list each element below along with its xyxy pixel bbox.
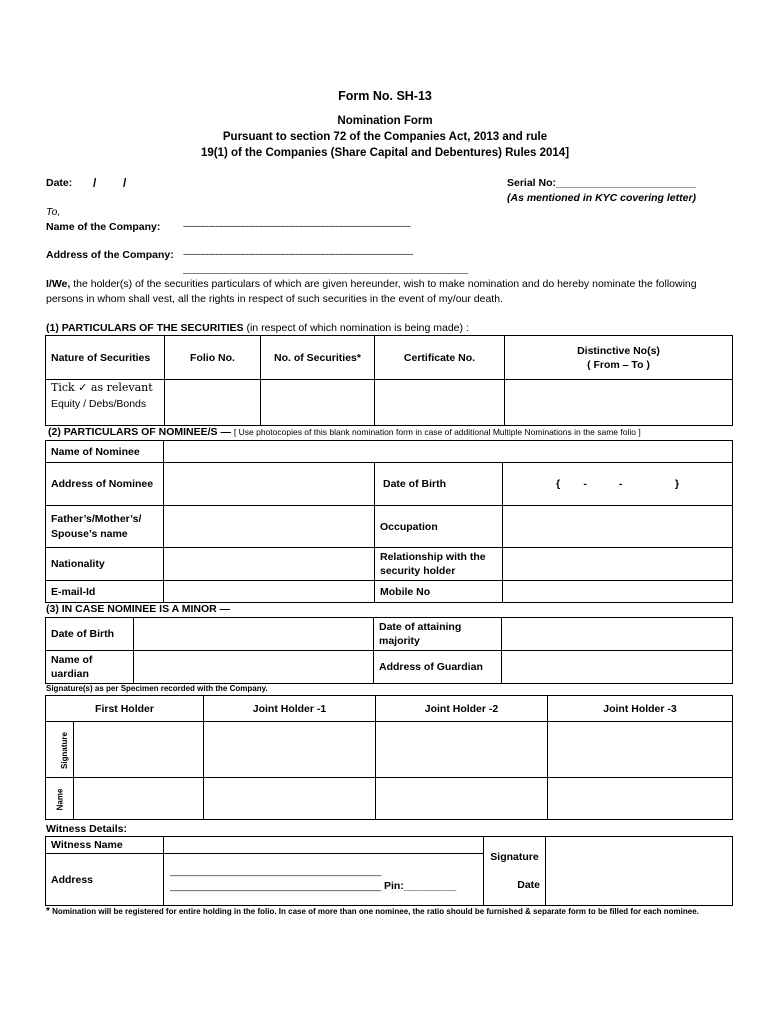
section-2-title: (2) PARTICULARS OF NOMINEE/S — — [48, 426, 231, 438]
footnote-text: Nomination will be registered for entire holding in the folio. In case of more than one nominee, the ratio should be furnished & separate form to be filled for each nominee. — [49, 907, 699, 916]
father-name-input[interactable] — [164, 506, 375, 548]
signature-caption: Signature(s) as per Specimen recorded with the Company. — [46, 684, 268, 693]
witness-address-label: Address — [46, 854, 164, 906]
email-label: E-mail-Id — [46, 581, 164, 603]
witness-signature-input[interactable] — [546, 837, 733, 906]
col-folio: Folio No. — [165, 336, 261, 380]
guardian-address-label: Address of Guardian — [374, 651, 502, 684]
occupation-label: Occupation — [375, 506, 503, 548]
distinctive-input[interactable] — [505, 380, 733, 426]
section-2-note: [ Use photocopies of this blank nomination form in case of additional Multiple Nominations in the same folio ] — [233, 427, 641, 437]
section-2-heading — [48, 426, 641, 438]
joint-holder-3-signature[interactable] — [548, 722, 733, 778]
company-address-field[interactable]: -------------------------------------------------------------------------------------------- — [183, 249, 413, 259]
securities-table — [45, 335, 733, 426]
form-name: Nomination Form — [337, 115, 433, 127]
intro-text: the holder(s) of the securities particulars of which are given hereunder, wish to make nomination and do hereby nominate the following persons in whom shall vest, all the rights in respect of such securities in the event of my/our death. — [46, 278, 697, 305]
minor-table — [45, 617, 733, 684]
mobile-input[interactable] — [503, 581, 733, 603]
relationship-label: Relationship with the security holder — [375, 548, 503, 581]
company-name-label: Name of the Company: — [46, 221, 161, 233]
date-separator-2: / — [123, 176, 127, 190]
nationality-input[interactable] — [164, 548, 375, 581]
father-name-label: Father’s/Mother’s/ Spouse’s name — [46, 506, 164, 548]
col-certificate: Certificate No. — [375, 336, 505, 380]
col-distinctive-2: ( From – To ) — [587, 358, 650, 371]
guardian-name-input[interactable] — [134, 651, 374, 684]
guardian-name-label: Name of uardian — [46, 651, 134, 684]
form-number: Form No. SH-13 — [338, 89, 432, 103]
col-no-securities: No. of Securities* — [261, 336, 375, 380]
first-holder-signature[interactable] — [74, 722, 204, 778]
intro-paragraph — [46, 277, 736, 307]
section-1-note: (in respect of which nomination is being made) : — [243, 322, 469, 334]
guardian-address-input[interactable] — [502, 651, 733, 684]
witness-address-line-1[interactable]: ________________________________________ — [170, 866, 382, 877]
footnote-star: * — [46, 906, 50, 917]
majority-input[interactable] — [502, 618, 733, 651]
joint-holder-3-header: Joint Holder -3 — [548, 696, 733, 722]
header-line-2: 19(1) of the Companies (Share Capital and Debentures) Rules 2014] — [200, 147, 570, 159]
intro-bold: I/We, — [46, 278, 71, 290]
witness-table — [45, 836, 733, 906]
header-line-1: Pursuant to section 72 of the Companies Act, 2013 and rule — [222, 131, 548, 143]
company-address-label: Address of the Company: — [46, 249, 174, 261]
witness-title: Witness Details: — [46, 823, 128, 835]
certificate-input[interactable] — [375, 380, 505, 426]
email-input[interactable] — [164, 581, 375, 603]
joint-holder-2-name[interactable] — [376, 778, 548, 820]
witness-address-line-2[interactable]: ________________________________________ — [170, 881, 382, 892]
nominee-address-input[interactable] — [164, 463, 375, 506]
name-row-label — [46, 778, 74, 820]
occupation-input[interactable] — [503, 506, 733, 548]
col-distinctive — [505, 336, 733, 380]
joint-holder-1-signature[interactable] — [204, 722, 376, 778]
relationship-input[interactable] — [503, 548, 733, 581]
mobile-label: Mobile No — [375, 581, 503, 603]
joint-holder-2-signature[interactable] — [376, 722, 548, 778]
section-3-title: (3) IN CASE NOMINEE IS A MINOR — — [46, 603, 231, 615]
joint-holder-2-header: Joint Holder -2 — [376, 696, 548, 722]
nominee-name-label: Name of Nominee — [46, 441, 164, 463]
no-securities-input[interactable] — [261, 380, 375, 426]
witness-signature-date-labels — [484, 837, 546, 906]
serial-note: (As mentioned in KYC covering letter) — [507, 192, 697, 204]
footnote — [46, 906, 736, 917]
section-1-heading — [46, 322, 469, 334]
minor-dob-input[interactable] — [134, 618, 374, 651]
witness-name-label: Witness Name — [46, 837, 164, 854]
minor-dob-label: Date of Birth — [46, 618, 134, 651]
witness-name-input[interactable] — [164, 837, 484, 854]
majority-label: Date of attaining majority — [374, 618, 502, 651]
name-row-text: Name — [54, 788, 64, 810]
company-name-field[interactable]: ------------------------------------------------------------------------------------------- — [183, 221, 411, 231]
folio-input[interactable] — [165, 380, 261, 426]
nominee-dob-label: Date of Birth — [375, 463, 503, 506]
witness-address-input[interactable] — [164, 854, 484, 906]
signature-row-label — [46, 722, 74, 778]
col-nature: Nature of Securities — [46, 336, 165, 380]
signature-table — [45, 695, 733, 820]
col-distinctive-1: Distinctive No(s) — [577, 344, 660, 357]
first-holder-header: First Holder — [46, 696, 204, 722]
joint-holder-3-name[interactable] — [548, 778, 733, 820]
nominee-dob-input[interactable]: { - - } — [503, 463, 733, 506]
signature-row-text: Signature — [59, 731, 69, 769]
serial-number-field[interactable]: Serial No:________________________ — [507, 177, 697, 189]
witness-pin[interactable]: Pin:_________ — [383, 880, 457, 892]
date-separator-1: / — [93, 176, 97, 190]
company-address-field-2[interactable]: _________________________________________________________ — [183, 264, 469, 274]
witness-signature-label: Signature — [490, 851, 539, 863]
nationality-label: Nationality — [46, 548, 164, 581]
first-holder-name[interactable] — [74, 778, 204, 820]
section-1-title: (1) PARTICULARS OF THE SECURITIES — [46, 322, 244, 334]
nominee-name-input[interactable] — [164, 441, 733, 463]
joint-holder-1-header: Joint Holder -1 — [204, 696, 376, 722]
nominee-table — [45, 440, 733, 603]
nominee-address-label: Address of Nominee — [46, 463, 164, 506]
joint-holder-1-name[interactable] — [204, 778, 376, 820]
tick-instruction: Tick ✓ as relevant — [51, 381, 153, 394]
witness-date-label: Date — [517, 879, 540, 891]
to-label: To, — [46, 206, 61, 218]
nature-cell[interactable] — [46, 380, 165, 426]
date-label: Date: — [46, 177, 73, 189]
equity-option[interactable]: Equity / Debs/Bonds — [51, 398, 147, 410]
